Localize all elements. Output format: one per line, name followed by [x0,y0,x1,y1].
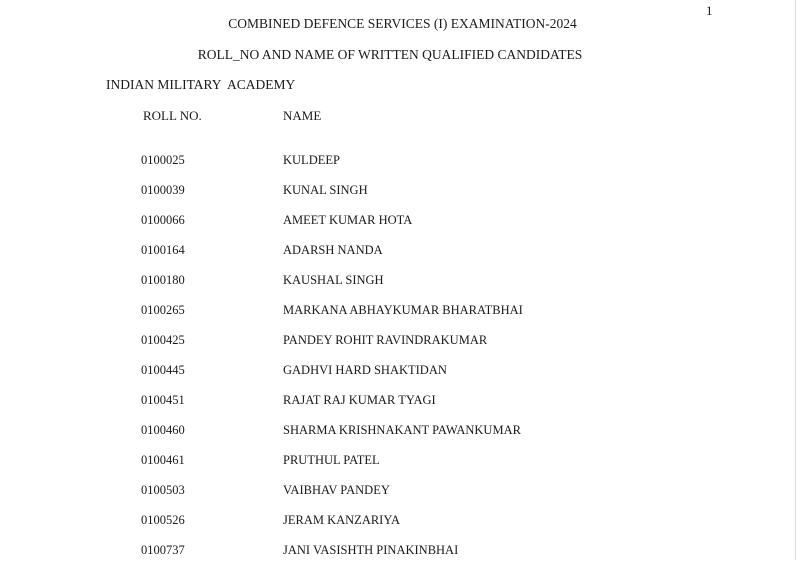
roll-no-column-header: ROLL NO. [143,108,202,123]
candidate-name: MARKANA ABHAYKUMAR BHARATBHAI [283,303,523,317]
candidate-name: RAJAT RAJ KUMAR TYAGI [283,393,436,407]
page-number: 1 [706,3,713,18]
candidate-row [0,363,795,393]
exam-title: COMBINED DEFENCE SERVICES (I) EXAMINATION-2024 [228,16,577,31]
candidate-name: PANDEY ROHIT RAVINDRAKUMAR [283,333,488,347]
candidate-name: PRUTHUL PATEL [283,453,380,467]
candidate-row [0,153,795,183]
candidate-row [0,213,795,243]
candidate-name: KULDEEP [283,153,340,167]
candidate-row [0,333,795,363]
candidate-row [0,243,795,273]
list-title: ROLL_NO AND NAME OF WRITTEN QUALIFIED CANDIDATES [197,47,583,62]
candidate-name: ADARSH NANDA [283,243,383,257]
roll-number: 0100425 [141,333,185,347]
roll-number: 0100066 [141,213,185,227]
candidate-name: VAIBHAV PANDEY [283,483,390,497]
candidate-row [0,513,795,543]
roll-number: 0100503 [141,483,185,497]
candidate-row [0,393,795,423]
candidate-row [0,183,795,213]
page-edge-divider [795,0,796,560]
roll-number: 0100025 [141,153,185,167]
candidate-name: JANI VASISHTH PINAKINBHAI [283,543,459,557]
candidate-row [0,453,795,483]
candidate-list [0,153,795,573]
candidate-row [0,483,795,513]
candidate-row [0,303,795,333]
candidate-row [0,423,795,453]
roll-number: 0100526 [141,513,185,527]
candidate-name: AMEET KUMAR HOTA [283,213,413,227]
candidate-name: SHARMA KRISHNAKANT PAWANKUMAR [283,423,521,437]
roll-number: 0100265 [141,303,185,317]
roll-number: 0100451 [141,393,185,407]
roll-number: 0100445 [141,363,185,377]
name-column-header: NAME [283,108,322,123]
candidate-row [0,273,795,303]
candidate-name: KAUSHAL SINGH [283,273,384,287]
roll-number: 0100460 [141,423,185,437]
candidate-name: JERAM KANZARIYA [283,513,401,527]
roll-number: 0100461 [141,453,185,467]
academy-heading: INDIAN MILITARY ACADEMY [106,77,296,92]
roll-number: 0100737 [141,543,185,557]
roll-number: 0100164 [141,243,185,257]
candidate-name: GADHVI HARD SHAKTIDAN [283,363,447,377]
roll-number: 0100180 [141,273,185,287]
roll-number: 0100039 [141,183,185,197]
candidate-row [0,543,795,573]
candidate-name: KUNAL SINGH [283,183,368,197]
